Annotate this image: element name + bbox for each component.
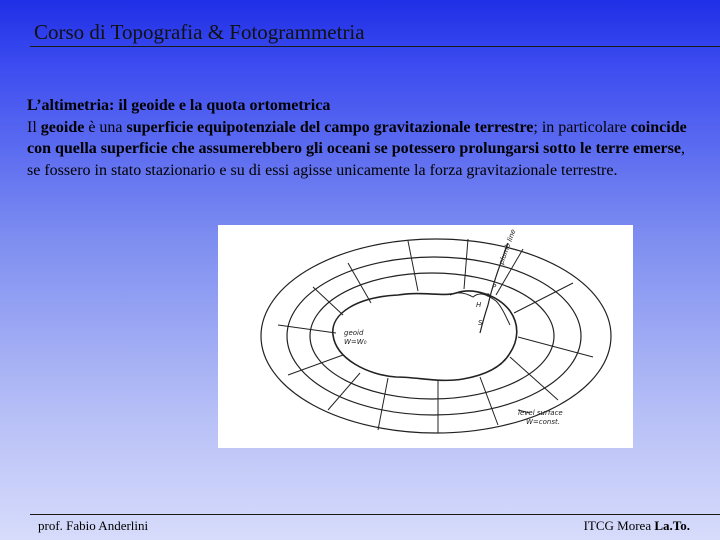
geoid-diagram bbox=[218, 225, 633, 448]
slide-body bbox=[27, 95, 687, 181]
bold-term-oceani: coincide con quella superficie che assumerebbero gli oceani se potessero prolungarsi sotto le terre emerse bbox=[27, 118, 687, 157]
plumb-line-label: plumb line bbox=[497, 228, 518, 266]
title-divider bbox=[30, 46, 720, 47]
level-surface-middle bbox=[287, 257, 581, 415]
geoid-label: geoid bbox=[344, 329, 364, 337]
footer-author: prof. Fabio Anderlini bbox=[38, 518, 149, 533]
level-surface-label: level surface bbox=[518, 409, 563, 417]
geoid-definition bbox=[27, 117, 687, 182]
footer-school: ITCG Morea bbox=[583, 518, 655, 533]
bold-term-geoide: geoide bbox=[40, 118, 85, 136]
point-s-label: S bbox=[478, 319, 483, 327]
text-run: Il bbox=[27, 118, 41, 136]
footer-divider bbox=[30, 514, 720, 515]
point-h-label: H bbox=[476, 301, 482, 309]
bold-term-superficie: superficie equipotenziale del campo gravitazionale terrestre bbox=[126, 118, 534, 136]
geoid-diagram-drawing bbox=[218, 225, 633, 448]
slide-title: Corso di Topografia & Fotogrammetria bbox=[34, 20, 365, 44]
radial-lines bbox=[278, 239, 593, 433]
text-run: è una bbox=[84, 118, 127, 136]
level-surface-outer bbox=[261, 239, 611, 433]
point-p-label: P bbox=[492, 283, 497, 291]
footer-institution bbox=[584, 518, 690, 534]
text-run: ; in particolare bbox=[533, 118, 631, 136]
point-p-marker bbox=[486, 293, 489, 296]
level-surface-equation-label: W=const. bbox=[526, 418, 560, 426]
geoid-equation-label: W=W₀ bbox=[344, 338, 367, 346]
section-heading: L’altimetria: il geoide e la quota ortometrica bbox=[27, 97, 331, 114]
footer-lab: La.To. bbox=[654, 518, 690, 533]
text-run: , se fossero in stato stazionario e su di essi agisse unicamente la forza gravitazionale terrestre. bbox=[27, 140, 685, 179]
